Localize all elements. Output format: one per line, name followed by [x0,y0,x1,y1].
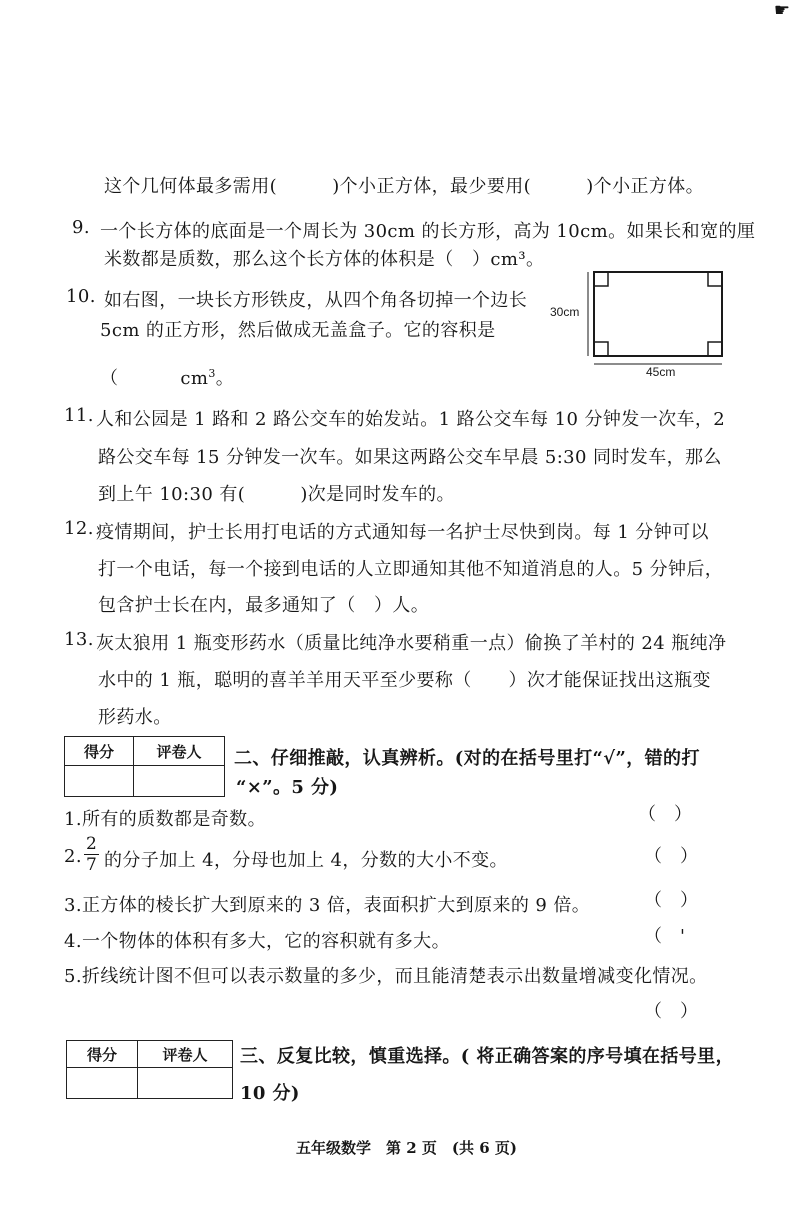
corner-square-tr [708,272,722,286]
grader-header: 评卷人 [134,737,225,766]
judge-item-4 [64,927,450,953]
score-header: 得分 [67,1041,138,1068]
q13-line1: 灰太狼用 1 瓶变形药水（质量比纯净水要稍重一点）偷换了羊村的 24 瓶纯净 [96,633,727,654]
answer-paren-3[interactable]: （ ） [644,890,698,911]
item-text: 正方体的棱长扩大到原来的 3 倍，表面积扩大到原来的 9 倍。 [81,895,591,916]
answer-paren-1[interactable]: （ ） [638,804,692,825]
corner-mark: ☛ [773,0,790,21]
section2-title-line2: “×”。5 分) [236,777,339,798]
fraction-two-sevenths [84,834,99,875]
q9-line1: 一个长方体的底面是一个周长为 30cm 的长方形，高为 10cm。如果长和宽的厘 [100,221,756,242]
q11-line1: 人和公园是 1 路和 2 路公交车的始发站。1 路公交车每 10 分钟发一次车，2 [96,409,726,430]
section3-title-line2: 10 分) [240,1083,300,1104]
corner-square-tl [594,272,608,286]
q10-number: 10. [66,286,96,307]
q10-unit: cm [180,368,209,389]
answer-paren-4[interactable]: （ ' [644,926,685,947]
q12-line3: 包含护士长在内，最多通知了（ ）人。 [98,595,430,616]
q10-period: 。 [215,368,235,389]
q10-line2: 5cm 的正方形，然后做成无盖盒子。它的容积是 [100,320,496,341]
width-label: 45cm [646,365,676,379]
fraction-denominator: 7 [86,855,97,875]
q10-line3 [100,364,234,390]
q10-unit-sup: 3 [208,367,216,380]
section2-score-table [64,736,225,797]
judge-item-2-text: 的分子加上 4，分母也加上 4，分数的大小不变。 [104,850,508,871]
grader-cell[interactable] [134,766,225,797]
q12-number: 12. [64,518,94,539]
q9-line2: 米数都是质数，那么这个长方体的体积是（ ）cm³。 [104,249,545,270]
q9-number: 9. [72,217,90,238]
item-text: 一个物体的体积有多大，它的容积就有多大。 [81,931,450,952]
corner-square-br [708,342,722,356]
section3-score-table [66,1040,233,1099]
page-footer: 五年级数学 第 2 页 (共 6 页) [296,1139,517,1157]
section3-title-line1: 三、反复比较，慎重选择。( 将正确答案的序号填在括号里， [240,1046,734,1067]
sheet-diagram [548,264,728,380]
height-label: 30cm [550,305,580,319]
q10-line1: 如右图，一块长方形铁皮，从四个角各切掉一个边长 [104,290,528,311]
sheet-rect [594,272,722,356]
q13-line3: 形药水。 [98,707,172,728]
answer-paren-5[interactable]: （ ） [644,1001,698,1022]
score-cell[interactable] [67,1068,138,1099]
judge-item-1 [64,805,266,831]
item-number: 4. [64,931,82,952]
item-number: 3. [64,895,82,916]
answer-paren-2[interactable]: （ ） [644,846,698,867]
judge-item-2-number: 2. [64,846,82,867]
score-cell[interactable] [65,766,134,797]
q11-number: 11. [64,405,94,426]
q12-line1: 疫情期间，护士长用打电话的方式通知每一名护士尽快到岗。每 1 分钟可以 [96,522,709,543]
q12-line2: 打一个电话，每一个接到电话的人立即通知其他不知道消息的人。5 分钟后， [98,559,724,580]
score-header: 得分 [65,737,134,766]
item-number: 5. [64,966,82,987]
section2-title-line1: 二、仔细推敲，认真辨析。(对的在括号里打“√”，错的打 [234,748,700,769]
grader-header: 评卷人 [138,1041,233,1068]
q11-line3: 到上午 10:30 有( )次是同时发车的。 [98,484,455,505]
q13-number: 13. [64,629,94,650]
item-text: 所有的质数都是奇数。 [81,809,266,830]
q13-line2: 水中的 1 瓶，聪明的喜羊羊用天平至少要称（ ）次才能保证找出这瓶变 [98,670,711,691]
corner-square-bl [594,342,608,356]
q8-tail-text: 这个几何体最多需用( )个小正方体，最少要用( )个小正方体。 [104,176,705,197]
q10-open-paren: （ [100,368,119,389]
grader-cell[interactable] [138,1068,233,1099]
item-number: 1. [64,809,82,830]
item-text: 折线统计图不但可以表示数量的多少，而且能清楚表示出数量增减变化情况。 [81,966,708,987]
judge-item-5 [64,962,708,988]
judge-item-3 [64,891,590,917]
fraction-numerator: 2 [86,834,97,854]
q11-line2: 路公交车每 15 分钟发一次车。如果这两路公交车早晨 5:30 同时发车，那么 [98,447,722,468]
